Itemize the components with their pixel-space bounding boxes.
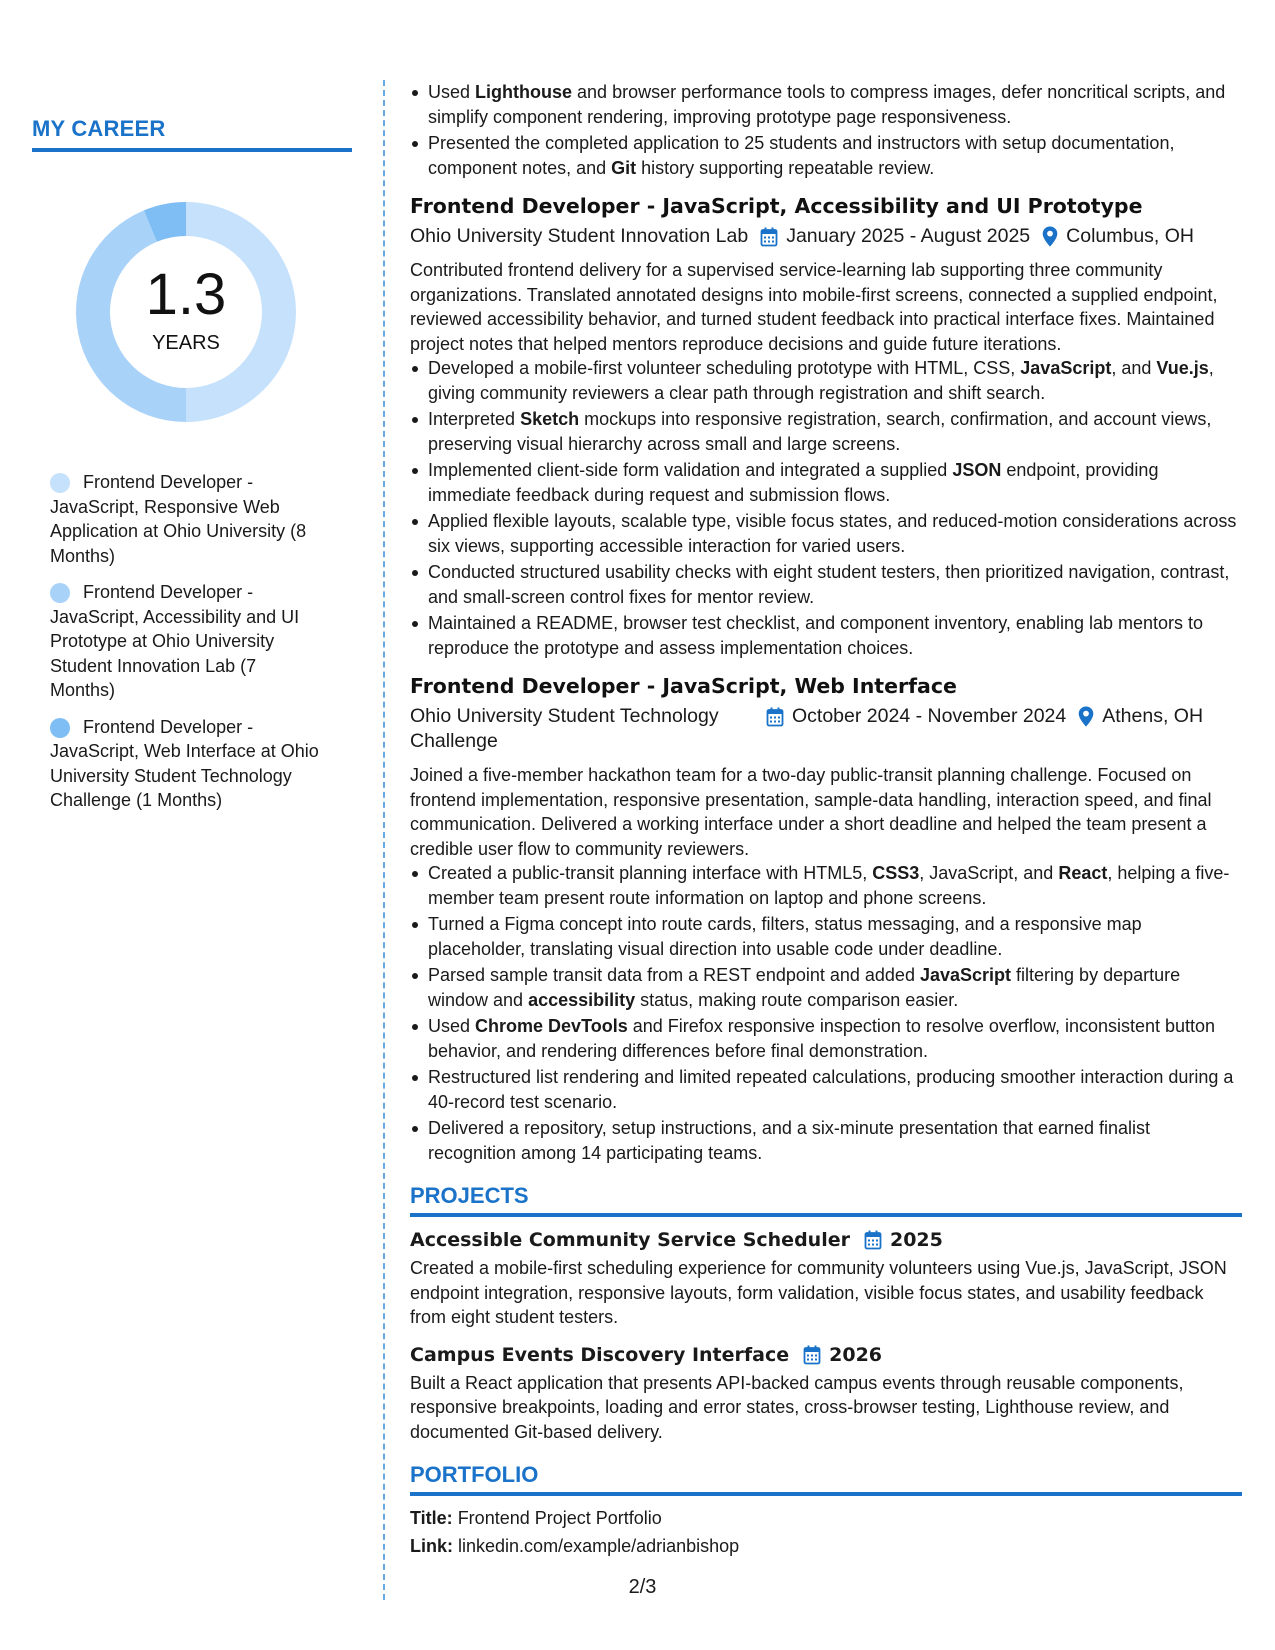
career-donut-chart bbox=[66, 192, 306, 432]
legend-item bbox=[50, 715, 320, 813]
project-description: Created a mobile-first scheduling experience for community volunteers using Vue.js, JavaScript, JSON endpoint integration, responsive layouts, form validation, visible focus states, and usability feedback from eight student testers. bbox=[410, 1258, 1227, 1327]
portfolio-section-title: PORTFOLIO bbox=[410, 1462, 1242, 1496]
job-location bbox=[1078, 704, 1203, 729]
location-pin-icon bbox=[1078, 706, 1094, 727]
calendar-icon bbox=[803, 1345, 821, 1365]
job-bullet: Interpreted Sketch mockups into responsive registration, search, confirmation, and account views, preserving visual hierarchy across small and large screens. bbox=[410, 407, 1242, 456]
project-name: Campus Events Discovery Interface bbox=[410, 1343, 790, 1366]
job-bullet: Developed a mobile-first volunteer scheduling prototype with HTML, CSS, JavaScript, and Vue.js, giving community reviewers a clear path through registration and shift search. bbox=[410, 356, 1242, 405]
legend-label: Frontend Developer - JavaScript, Web Interface at Ohio University Student Technology Challenge (1 Months) bbox=[50, 716, 319, 810]
project-header bbox=[410, 1229, 1242, 1251]
job-bullet: Maintained a README, browser test checklist, and component inventory, enabling lab mentors to reproduce the prototype and assess implementation choices. bbox=[410, 611, 1242, 660]
job-meta bbox=[410, 704, 1242, 754]
portfolio-link-line bbox=[410, 1532, 1242, 1560]
portfolio-block bbox=[410, 1504, 1242, 1560]
job-meta bbox=[410, 224, 1242, 249]
job-location bbox=[1042, 224, 1194, 249]
portfolio-title-label: Title: bbox=[410, 1508, 453, 1528]
job-bullet: Implemented client-side form validation and integrated a supplied JSON endpoint, providing immediate feedback during request and submission flows. bbox=[410, 458, 1242, 507]
calendar-icon bbox=[760, 227, 778, 247]
career-years-unit: YEARS bbox=[152, 332, 220, 354]
project-year: 2025 bbox=[889, 1229, 943, 1251]
calendar-icon bbox=[864, 1230, 882, 1250]
job-organization: Ohio University Student Technology Challenge bbox=[410, 705, 719, 752]
portfolio-title-value: Frontend Project Portfolio bbox=[457, 1508, 662, 1528]
legend-dot bbox=[50, 473, 70, 493]
projects-section-title: PROJECTS bbox=[410, 1183, 1242, 1217]
donut-center bbox=[66, 192, 306, 432]
job-dates-text: January 2025 - August 2025 bbox=[786, 225, 1031, 247]
project-entry bbox=[410, 1229, 1242, 1330]
portfolio-title-line bbox=[410, 1504, 1242, 1532]
job-summary: Contributed frontend delivery for a supervised service-learning lab supporting three community organizations. Translated annotated designs into mobile-first screens, connected a supplied endpoint, reviewed accessibility behavior, and turned student feedback into practical interface fixes. Maintained project notes that helped mentors reproduce decisions and guide future iterations. bbox=[410, 260, 1218, 354]
job-dates bbox=[766, 704, 1066, 729]
project-entry bbox=[410, 1344, 1242, 1445]
legend-item bbox=[50, 470, 320, 568]
job-location-text: Columbus, OH bbox=[1066, 225, 1195, 247]
job-title: Frontend Developer - JavaScript, Web Interface bbox=[410, 674, 957, 698]
job-bullet: Parsed sample transit data from a REST endpoint and added JavaScript filtering by departure window and accessibility status, making route comparison easier. bbox=[410, 963, 1242, 1012]
portfolio-link[interactable]: linkedin.com/example/adrianbishop bbox=[458, 1536, 740, 1556]
job-bullet: Conducted structured usability checks with eight student testers, then prioritized navigation, contrast, and small-screen control fixes for mentor review. bbox=[410, 560, 1242, 609]
job-entry bbox=[410, 194, 1242, 660]
project-year: 2026 bbox=[829, 1343, 883, 1366]
calendar-icon bbox=[766, 707, 784, 727]
job-bullet: Turned a Figma concept into route cards, filters, status messaging, and a responsive map placeholder, translating visual direction into usable code under deadline. bbox=[410, 912, 1242, 961]
job-bullet: Presented the completed application to 25 students and instructors with setup documentation, component notes, and Git history supporting repeatable review. bbox=[410, 131, 1242, 180]
job-dates-text: October 2024 - November 2024 bbox=[792, 705, 1067, 727]
column-divider bbox=[383, 80, 385, 1600]
job-organization: Ohio University Student Innovation Lab bbox=[410, 225, 749, 247]
project-name: Accessible Community Service Scheduler bbox=[410, 1229, 850, 1251]
job-bullets bbox=[410, 861, 1242, 1165]
career-legend bbox=[50, 470, 320, 813]
job-entry bbox=[410, 674, 1242, 1165]
legend-item bbox=[50, 580, 320, 703]
legend-label: Frontend Developer - JavaScript, Responsive Web Application at Ohio University (8 Months) bbox=[50, 472, 307, 566]
career-section-title: MY CAREER bbox=[32, 116, 352, 152]
main-column bbox=[410, 80, 1242, 1560]
legend-dot bbox=[50, 718, 70, 738]
job-bullet: Created a public-transit planning interface with HTML5, CSS3, JavaScript, and React, helping a five-member team present route information on laptop and phone screens. bbox=[410, 861, 1242, 910]
location-pin-icon bbox=[1042, 226, 1058, 247]
job-bullets bbox=[410, 356, 1242, 660]
job-summary: Joined a five-member hackathon team for a two-day public-transit planning challenge. Focused on frontend implementation, responsive presentation, sample-data handling, interaction speed, and final communication. Delivered a working interface under a short deadline and helped the team present a credible user flow to community reviewers. bbox=[410, 765, 1212, 859]
job-bullet: Applied flexible layouts, scalable type, visible focus states, and reduced-motion considerations across six views, supporting accessible interaction for varied users. bbox=[410, 509, 1242, 558]
legend-label: Frontend Developer - JavaScript, Accessibility and UI Prototype at Ohio University Student Innovation Lab (7 Months) bbox=[50, 582, 300, 700]
job-title: Frontend Developer - JavaScript, Accessibility and UI Prototype bbox=[410, 194, 1143, 218]
job-bullets bbox=[410, 80, 1242, 180]
job-bullet: Used Lighthouse and browser performance tools to compress images, defer noncritical scripts, and simplify component rendering, improving prototype page responsiveness. bbox=[410, 80, 1242, 129]
page-number: 2/3 bbox=[628, 1576, 657, 1598]
job-bullet: Restructured list rendering and limited repeated calculations, producing smoother interaction during a 40-record test scenario. bbox=[410, 1065, 1242, 1114]
job-bullet: Used Chrome DevTools and Firefox responsive inspection to resolve overflow, inconsistent button behavior, and rendering differences before final demonstration. bbox=[410, 1014, 1242, 1063]
portfolio-link-label: Link: bbox=[410, 1536, 453, 1556]
career-sidebar bbox=[32, 116, 352, 825]
project-description: Built a React application that presents API-backed campus events through reusable components, responsive breakpoints, loading and error states, cross-browser testing, Lighthouse review, and documented Git-based delivery. bbox=[410, 1372, 1184, 1442]
project-header bbox=[410, 1344, 1242, 1366]
job-bullet: Delivered a repository, setup instructions, and a six-minute presentation that earned finalist recognition among 14 participating teams. bbox=[410, 1116, 1242, 1165]
legend-dot bbox=[50, 583, 70, 603]
job-location-text: Athens, OH bbox=[1102, 705, 1204, 727]
career-years-value: 1.3 bbox=[145, 262, 227, 327]
job-dates bbox=[760, 224, 1030, 249]
